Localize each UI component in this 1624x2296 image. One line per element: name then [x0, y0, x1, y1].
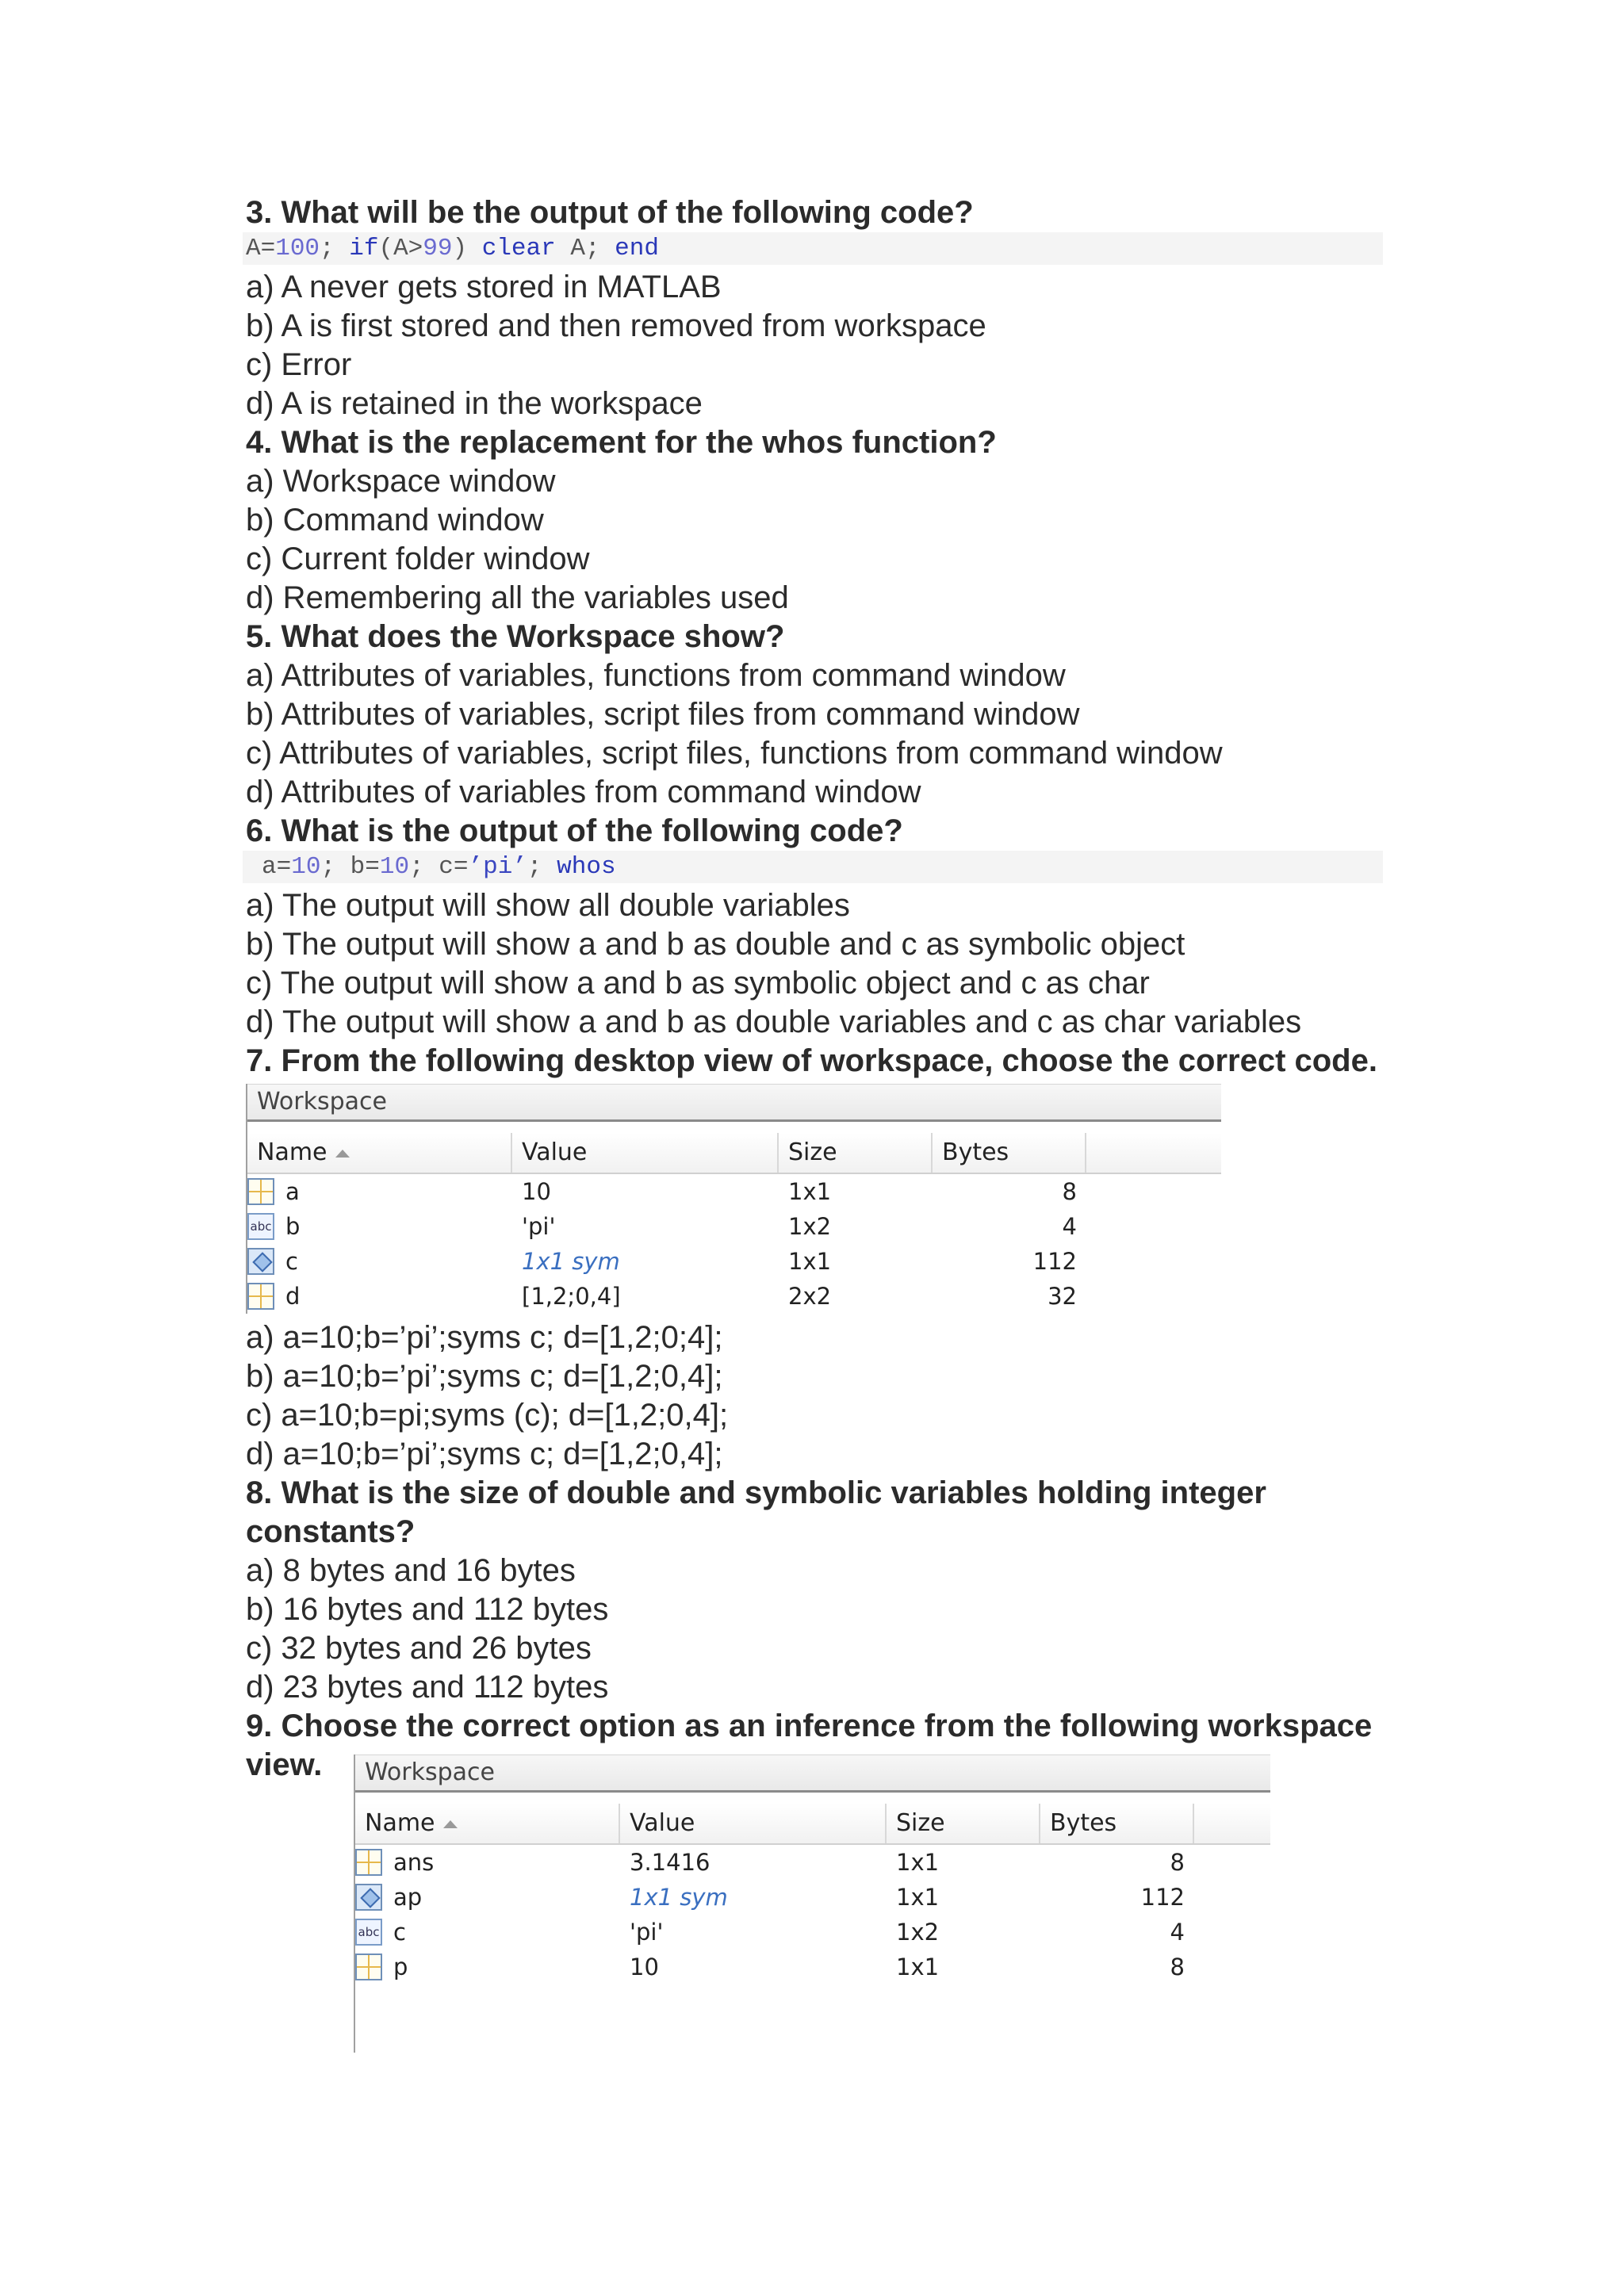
- question-3-option-c: c) Error: [246, 347, 352, 382]
- cell-value: 'pi': [630, 1919, 664, 1946]
- cell-name: abc b: [247, 1209, 512, 1244]
- workspace-row[interactable]: [355, 1880, 1270, 1915]
- question-8-option-d: d) 23 bytes and 112 bytes: [246, 1670, 609, 1705]
- cell-size: 1x1: [896, 1884, 940, 1911]
- workspace-title: Workspace: [355, 1755, 1270, 1793]
- sort-up-icon: [443, 1820, 458, 1828]
- question-4-option-d: d) Remembering all the variables used: [246, 580, 789, 615]
- question-5-option-d: d) Attributes of variables from command window: [246, 775, 921, 809]
- question-5-option-a: a) Attributes of variables, functions from command window: [246, 658, 1066, 693]
- workspace-panel-q7: [246, 1084, 1221, 1314]
- column-header-value[interactable]: Value: [512, 1133, 779, 1173]
- question-9-title-line-2: view.: [246, 1747, 323, 1782]
- question-8-option-c: c) 32 bytes and 26 bytes: [246, 1631, 592, 1666]
- cell-size: 1x2: [788, 1213, 832, 1240]
- question-5-title: 5. What does the Workspace show?: [246, 619, 785, 654]
- sort-up-icon: [335, 1150, 350, 1158]
- question-8-title-line-1: 8. What is the size of double and symbolic variables holding integer: [246, 1475, 1266, 1510]
- question-8-option-a: a) 8 bytes and 16 bytes: [246, 1553, 576, 1588]
- workspace-title: Workspace: [247, 1084, 1221, 1122]
- numeric-array-icon: [247, 1178, 274, 1205]
- question-4-option-a: a) Workspace window: [246, 464, 556, 499]
- symbolic-variable-icon: [247, 1248, 274, 1275]
- cell-value: 1x1 sym: [630, 1884, 728, 1911]
- cell-size: 1x1: [788, 1178, 832, 1205]
- cell-value: 1x1 sym: [522, 1248, 620, 1275]
- question-7-option-a: a) a=10;b=’pi’;syms c; d=[1,2;0;4];: [246, 1320, 723, 1355]
- workspace-panel-q9: [354, 1755, 1270, 2053]
- cell-name: p: [355, 1950, 620, 1984]
- cell-bytes: 32: [1048, 1283, 1077, 1310]
- cell-bytes: 8: [1170, 1954, 1185, 1980]
- cell-value: 10: [630, 1954, 659, 1980]
- column-header-name[interactable]: Name: [355, 1804, 620, 1843]
- numeric-array-icon: [355, 1849, 382, 1876]
- numeric-array-icon: [247, 1283, 274, 1310]
- cell-name: d: [247, 1279, 512, 1314]
- cell-bytes: 8: [1170, 1849, 1185, 1876]
- cell-value: [1,2;0,4]: [522, 1283, 621, 1310]
- workspace-row[interactable]: [355, 1950, 1270, 1984]
- cell-size: 1x1: [896, 1954, 940, 1980]
- question-3-option-d: d) A is retained in the workspace: [246, 386, 703, 421]
- char-variable-icon: abc: [247, 1213, 274, 1240]
- question-7-option-d: d) a=10;b=’pi’;syms c; d=[1,2;0,4];: [246, 1437, 723, 1471]
- column-header-size[interactable]: Size: [779, 1133, 933, 1173]
- cell-size: 1x1: [788, 1248, 832, 1275]
- workspace-row[interactable]: [247, 1244, 1221, 1279]
- column-header-name[interactable]: Name: [247, 1133, 512, 1173]
- column-header-bytes[interactable]: Bytes: [1040, 1804, 1194, 1843]
- cell-bytes: 112: [1032, 1248, 1077, 1275]
- quiz-content: [246, 193, 1388, 2057]
- cell-size: 1x1: [896, 1849, 940, 1876]
- question-6-option-d: d) The output will show a and b as double variables and c as char variables: [246, 1004, 1302, 1039]
- cell-name: ap: [355, 1880, 620, 1915]
- numeric-array-icon: [355, 1954, 382, 1980]
- cell-size: 2x2: [788, 1283, 832, 1310]
- cell-name: a: [247, 1174, 512, 1209]
- question-8-title-line-2: constants?: [246, 1514, 416, 1549]
- workspace-row[interactable]: [247, 1209, 1221, 1244]
- question-7-title: 7. From the following desktop view of workspace, choose the correct code.: [246, 1043, 1377, 1078]
- question-4-option-c: c) Current folder window: [246, 541, 590, 576]
- question-4-title: 4. What is the replacement for the whos function?: [246, 425, 997, 460]
- question-6-title: 6. What is the output of the following code?: [246, 813, 903, 848]
- question-6-option-a: a) The output will show all double variables: [246, 888, 850, 923]
- column-header-value[interactable]: Value: [620, 1804, 887, 1843]
- question-3-code: A=100; if(A>99) clear A; end: [243, 232, 1383, 265]
- cell-value: 3.1416: [630, 1849, 710, 1876]
- question-7-option-b: b) a=10;b=’pi’;syms c; d=[1,2;0,4];: [246, 1359, 723, 1394]
- question-5-option-c: c) Attributes of variables, script files, functions from command window: [246, 736, 1223, 771]
- question-4-option-b: b) Command window: [246, 503, 544, 538]
- workspace-row[interactable]: [355, 1915, 1270, 1950]
- cell-name: c: [247, 1244, 512, 1279]
- cell-value: 10: [522, 1178, 551, 1205]
- workspace-row[interactable]: [247, 1279, 1221, 1314]
- question-3-option-a: a) A never gets stored in MATLAB: [246, 270, 722, 304]
- question-7-option-c: c) a=10;b=pi;syms (c); d=[1,2;0,4];: [246, 1398, 729, 1433]
- cell-bytes: 112: [1140, 1884, 1185, 1911]
- cell-bytes: 8: [1062, 1178, 1077, 1205]
- question-6-option-c: c) The output will show a and b as symbolic object and c as char: [246, 966, 1150, 1001]
- column-header-bytes[interactable]: Bytes: [933, 1133, 1086, 1173]
- question-3-title: 3. What will be the output of the following code?: [246, 195, 974, 230]
- workspace-row[interactable]: [247, 1174, 1221, 1209]
- workspace-header: [355, 1804, 1270, 1845]
- cell-bytes: 4: [1170, 1919, 1185, 1946]
- char-variable-icon: abc: [355, 1919, 382, 1946]
- cell-size: 1x2: [896, 1919, 940, 1946]
- workspace-row[interactable]: [355, 1845, 1270, 1880]
- cell-name: ans: [355, 1845, 620, 1880]
- question-3-option-b: b) A is first stored and then removed from workspace: [246, 308, 986, 343]
- cell-bytes: 4: [1062, 1213, 1077, 1240]
- workspace-header: [247, 1133, 1221, 1174]
- cell-value: 'pi': [522, 1213, 556, 1240]
- question-6-code: a=10; b=10; c=’pi’; whos: [243, 851, 1383, 883]
- question-9-title-line-1: 9. Choose the correct option as an inference from the following workspace: [246, 1709, 1373, 1743]
- question-5-option-b: b) Attributes of variables, script files from command window: [246, 697, 1080, 732]
- question-6-option-b: b) The output will show a and b as double and c as symbolic object: [246, 927, 1185, 962]
- symbolic-variable-icon: [355, 1884, 382, 1911]
- question-8-option-b: b) 16 bytes and 112 bytes: [246, 1592, 609, 1627]
- column-header-size[interactable]: Size: [887, 1804, 1040, 1843]
- cell-name: abc c: [355, 1915, 620, 1950]
